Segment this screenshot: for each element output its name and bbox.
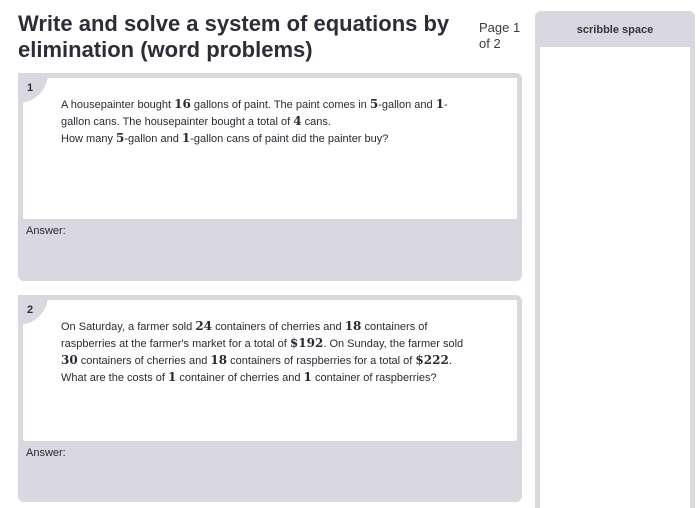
problem-card-2 <box>18 295 522 502</box>
question-line <box>61 130 481 147</box>
text-segment: cans. <box>301 116 331 128</box>
math-value: $222 <box>415 353 449 367</box>
text-segment: - <box>444 99 448 111</box>
math-value: 1 <box>435 97 445 111</box>
text-segment: On Saturday, a farmer sold <box>61 321 196 333</box>
answer-label-1: Answer: <box>26 225 66 237</box>
text-segment: containers of raspberries for a total of <box>227 355 416 367</box>
text-segment: A housepainter bought <box>61 99 175 111</box>
text-segment: gallon cans. The housepainter bought a total of <box>61 116 294 128</box>
question-text-2 <box>61 318 481 386</box>
math-value: 18 <box>344 319 362 333</box>
math-value: 30 <box>61 353 78 367</box>
math-value: 16 <box>174 97 191 111</box>
answer-label-2: Answer: <box>26 447 66 459</box>
math-value: $192 <box>289 336 324 350</box>
question-line <box>61 318 481 335</box>
text-segment: container of raspberries? <box>311 372 437 384</box>
text-segment: containers of cherries and <box>212 321 345 333</box>
text-segment: What are the costs of <box>61 372 168 384</box>
math-value: 1 <box>303 370 312 384</box>
text-segment: . <box>448 355 452 367</box>
text-segment: gallons of paint. The paint comes in <box>190 99 370 111</box>
text-segment: containers of cherries and <box>77 355 211 367</box>
math-value: 5 <box>369 97 379 111</box>
problem-body-2 <box>23 300 517 441</box>
math-value: 1 <box>168 370 177 384</box>
page-number: Page 1 of 2 <box>479 20 521 51</box>
problem-number-1: 1 <box>27 82 34 94</box>
text-segment: -gallon cans of paint did the painter buy? <box>190 133 389 145</box>
question-line <box>61 369 481 386</box>
worksheet-title: Write and solve a system of equations by elimination (word problems) <box>18 11 450 62</box>
text-segment: containers of <box>361 321 428 333</box>
scribble-area[interactable] <box>540 47 690 508</box>
text-segment: -gallon and <box>378 99 436 111</box>
question-text-1 <box>61 96 481 147</box>
problem-card-1 <box>18 73 522 281</box>
text-segment: raspberries at the farmer's market for a total of <box>61 338 290 350</box>
scribble-label: scribble space <box>576 24 654 36</box>
text-segment: How many <box>61 133 117 145</box>
math-value: 4 <box>293 114 302 128</box>
question-line <box>61 113 481 130</box>
text-segment: -gallon and <box>124 133 182 145</box>
math-value: 24 <box>195 319 213 333</box>
math-value: 1 <box>181 131 191 145</box>
math-value: 18 <box>210 353 228 367</box>
problem-number-2: 2 <box>27 304 34 316</box>
question-line <box>61 352 481 369</box>
scribble-panel <box>535 11 695 508</box>
math-value: 5 <box>116 131 125 145</box>
question-line <box>61 96 481 113</box>
text-segment: . On Sunday, the farmer sold <box>323 338 464 350</box>
problem-body-1 <box>23 78 517 219</box>
question-line <box>61 335 481 352</box>
text-segment: container of cherries and <box>176 372 304 384</box>
